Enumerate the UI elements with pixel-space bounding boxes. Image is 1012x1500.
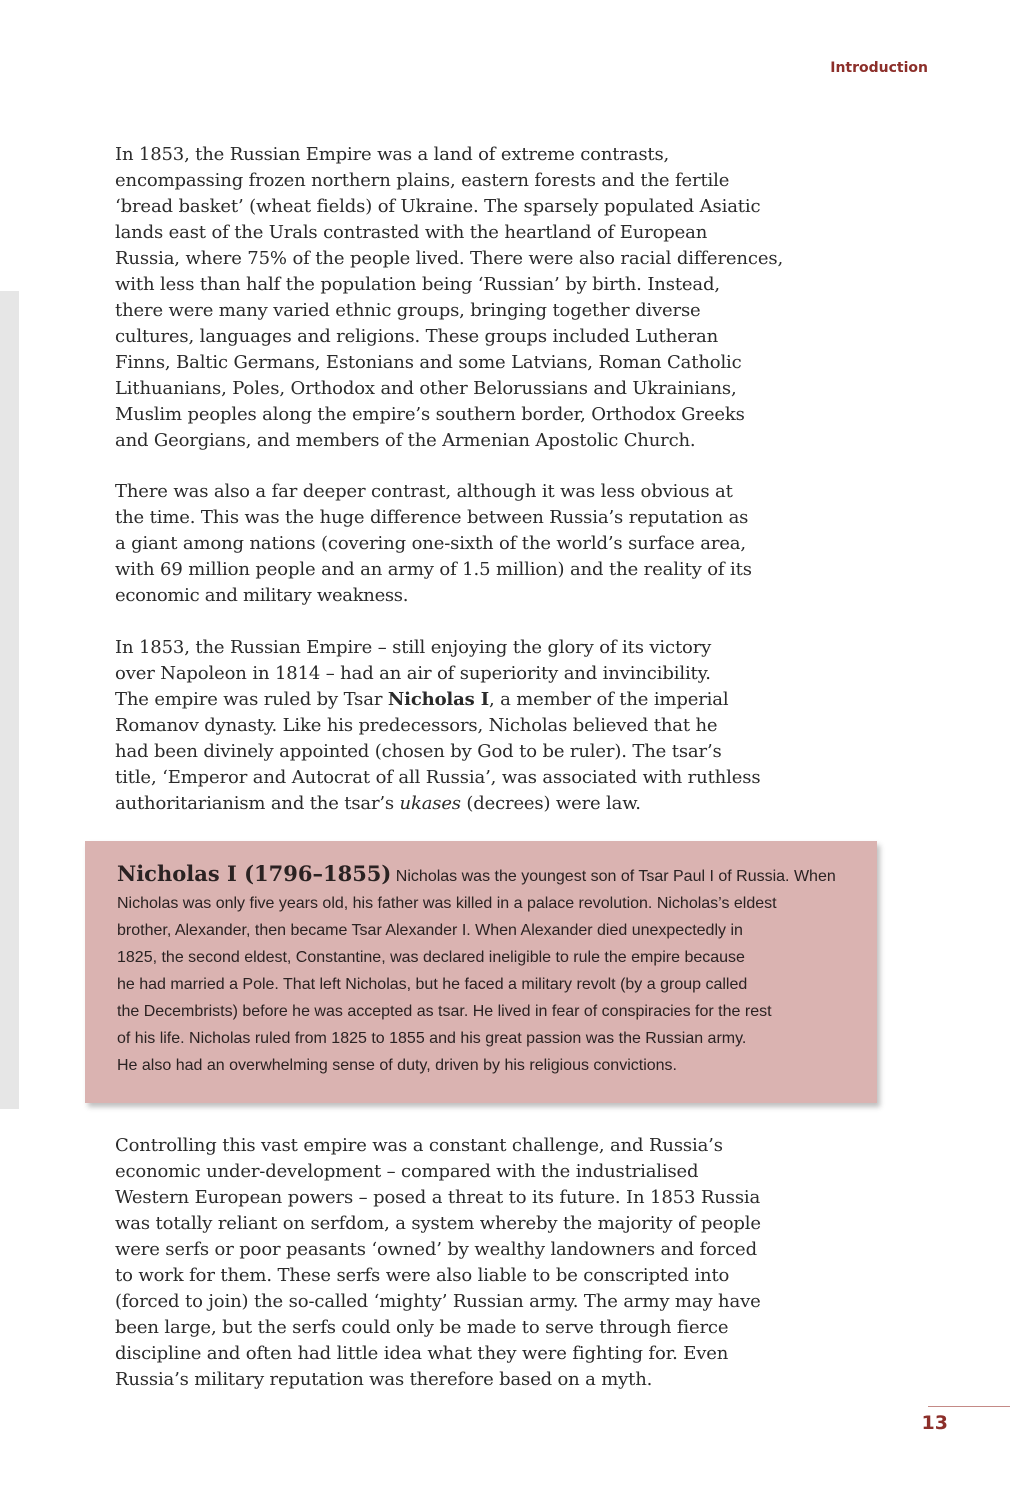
text-line: economic and military weakness. <box>115 585 409 606</box>
text-line: brother, Alexander, then became Tsar Alexander I. When Alexander died unexpectedly in <box>117 922 743 939</box>
text-run: Nicholas was the youngest son of Tsar Paul I of Russia. When <box>391 868 836 885</box>
text-line: the time. This was the huge difference between Russia’s reputation as <box>115 507 749 528</box>
text-line <box>117 860 836 890</box>
text-line: with less than half the population being ‘Russian’ by birth. Instead, <box>115 274 720 295</box>
text-line: Lithuanians, Poles, Orthodox and other Belorussians and Ukrainians, <box>115 378 737 399</box>
biography-box-nicholas-i <box>85 841 877 1103</box>
text-line: Russia, where 75% of the people lived. There were also racial differences, <box>115 248 784 269</box>
text-line: encompassing frozen northern plains, eastern forests and the fertile <box>115 170 730 191</box>
text-line: over Napoleon in 1814 – had an air of superiority and invincibility. <box>115 663 711 684</box>
text-line <box>115 687 815 713</box>
text-line: the Decembrists) before he was accepted as tsar. He lived in fear of conspiracies for the rest <box>117 1003 772 1020</box>
footer-rule <box>928 1406 1010 1407</box>
text-line: to work for them. These serfs were also liable to be conscripted into <box>115 1265 730 1286</box>
text-line: economic under-development – compared with the industrialised <box>115 1161 699 1182</box>
text-line: In 1853, the Russian Empire was a land of extreme contrasts, <box>115 144 670 165</box>
text-line: Russia’s military reputation was therefore based on a myth. <box>115 1369 653 1390</box>
text-line: Finns, Baltic Germans, Estonians and some Latvians, Roman Catholic <box>115 352 742 373</box>
text-run: , a member of the imperial <box>488 689 729 710</box>
paragraph-empire-contrasts <box>115 142 815 454</box>
text-line <box>115 791 815 817</box>
text-line: of his life. Nicholas ruled from 1825 to 1855 and his great passion was the Russian army. <box>117 1030 747 1047</box>
text-line: (forced to join) the so-called ‘mighty’ Russian army. The army may have <box>115 1291 761 1312</box>
text-line: Romanov dynasty. Like his predecessors, Nicholas believed that he <box>115 715 718 736</box>
term-ukases: ukases <box>399 793 461 814</box>
text-line: he had married a Pole. That left Nicholas, but he faced a military revolt (by a group called <box>117 976 748 993</box>
text-line: was totally reliant on serfdom, a system whereby the majority of people <box>115 1213 761 1234</box>
text-line: been large, but the serfs could only be made to serve through fierce <box>115 1317 729 1338</box>
page-number: 13 <box>921 1412 948 1434</box>
text-line: discipline and often had little idea what they were fighting for. Even <box>115 1343 729 1364</box>
paragraph-serfdom <box>115 1133 815 1393</box>
keyword-nicholas-i: Nicholas I <box>387 689 489 710</box>
text-line: had been divinely appointed (chosen by God to be ruler). The tsar’s <box>115 741 722 762</box>
text-line: title, ‘Emperor and Autocrat of all Russia’, was associated with ruthless <box>115 767 761 788</box>
text-line: lands east of the Urals contrasted with the heartland of European <box>115 222 708 243</box>
section-header: Introduction <box>830 60 928 76</box>
text-line: were serfs or poor peasants ‘owned’ by wealthy landowners and forced <box>115 1239 757 1260</box>
text-run: authoritarianism and the tsar’s <box>115 793 400 814</box>
text-line: He also had an overwhelming sense of duty, driven by his religious convictions. <box>117 1057 677 1074</box>
text-line: with 69 million people and an army of 1.5 million) and the reality of its <box>115 559 752 580</box>
text-line: cultures, languages and religions. These groups included Lutheran <box>115 326 719 347</box>
text-line: there were many varied ethnic groups, bringing together diverse <box>115 300 701 321</box>
text-line: Nicholas was only five years old, his father was killed in a palace revolution. Nicholas’s eldest <box>117 895 777 912</box>
text-line: In 1853, the Russian Empire – still enjoying the glory of its victory <box>115 637 712 658</box>
text-line: ‘bread basket’ (wheat fields) of Ukraine. The sparsely populated Asiatic <box>115 196 761 217</box>
biography-heading: Nicholas I (1796–1855) <box>117 861 392 886</box>
text-line: Controlling this vast empire was a constant challenge, and Russia’s <box>115 1135 723 1156</box>
text-run: (decrees) were law. <box>460 793 641 814</box>
text-line: Western European powers – posed a threat to its future. In 1853 Russia <box>115 1187 761 1208</box>
page-margin-bar <box>0 291 19 1109</box>
paragraph-deeper-contrast <box>115 479 815 609</box>
text-line: and Georgians, and members of the Armenian Apostolic Church. <box>115 430 696 451</box>
text-line: There was also a far deeper contrast, although it was less obvious at <box>115 481 733 502</box>
text-run: The empire was ruled by Tsar <box>115 689 388 710</box>
text-line: a giant among nations (covering one-sixth of the world’s surface area, <box>115 533 746 554</box>
text-line: 1825, the second eldest, Constantine, was declared ineligible to rule the empire because <box>117 949 745 966</box>
paragraph-tsar-nicholas <box>115 635 815 817</box>
text-line: Muslim peoples along the empire’s southern border, Orthodox Greeks <box>115 404 745 425</box>
biography-text <box>117 860 836 1079</box>
